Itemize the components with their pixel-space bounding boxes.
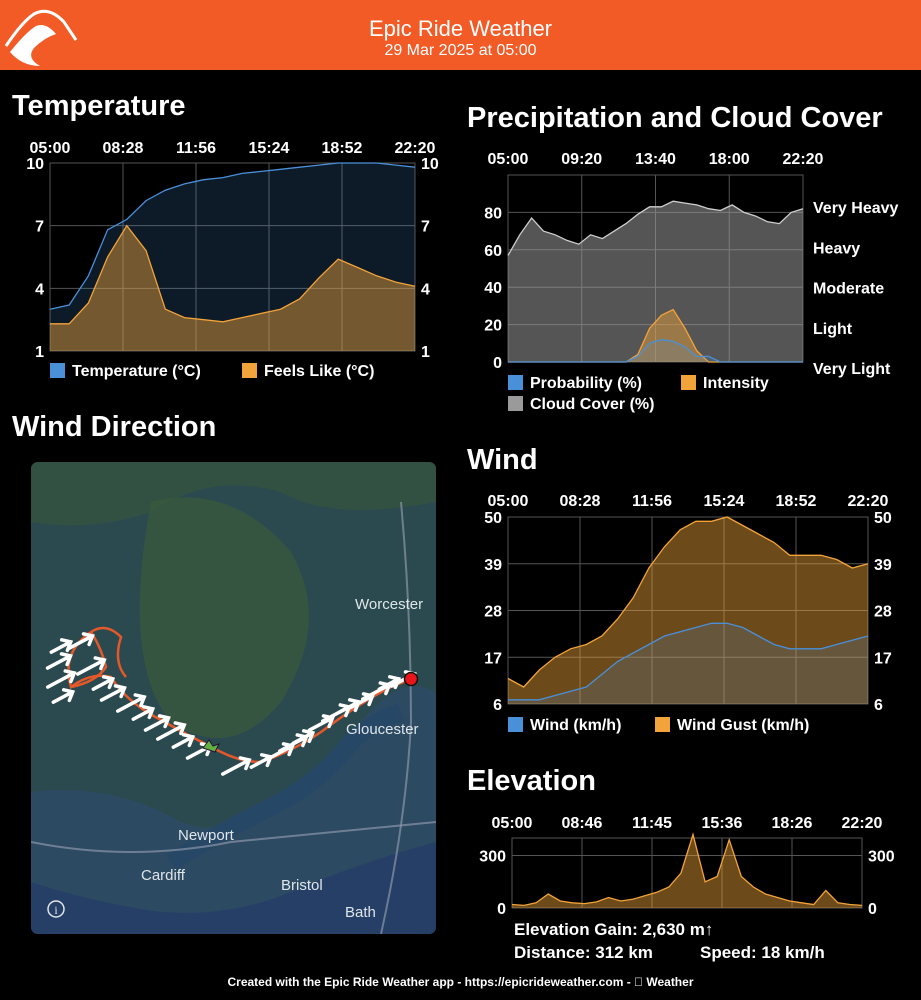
wind-x-tick: 15:24 (703, 493, 745, 510)
legend-probability: Probability (%) (530, 375, 643, 392)
map-label-gloucester: Gloucester (346, 721, 419, 738)
temperature-x-tick: 22:20 (394, 140, 436, 157)
wind-y-tick-right: 17 (874, 650, 892, 668)
wind-y-tick-right: 6 (874, 697, 883, 714)
wind-direction-heading: Wind Direction (12, 411, 217, 443)
elevation-x-tick: 05:00 (491, 815, 533, 832)
elevation-y-tick-right: 0 (868, 901, 877, 918)
elevation-series-area (512, 835, 862, 909)
legend-wind-gust: Wind Gust (km/h) (677, 717, 810, 734)
precipitation-x-tick: 13:40 (635, 151, 676, 168)
wind-y-tick: 28 (484, 603, 502, 621)
elevation-gain: Elevation Gain: 2,630 m↑ (514, 920, 714, 939)
precipitation-x-tick: 18:00 (708, 151, 750, 168)
precipitation-x-tick: 09:20 (561, 151, 603, 168)
map-label-cardiff: Cardiff (141, 867, 185, 884)
temperature-x-tick: 05:00 (29, 140, 71, 157)
temperature-y-tick-right: 10 (421, 156, 439, 173)
precipitation-intensity-label: Very Heavy (813, 200, 899, 217)
temperature-x-tick: 08:28 (102, 140, 144, 157)
legend-feels-like: Feels Like (°C) (264, 363, 375, 380)
temperature-y-tick-right: 1 (421, 344, 430, 361)
temperature-y-tick: 10 (26, 156, 44, 173)
precipitation-intensity-label: Light (813, 320, 853, 338)
app-subtitle: 29 Mar 2025 at 05:00 (384, 42, 537, 59)
precipitation-x-tick: 22:20 (782, 151, 824, 168)
precipitation-y-tick: 0 (493, 355, 502, 372)
elevation-x-tick: 11:45 (631, 815, 673, 832)
footer-credit: Created with the Epic Ride Weather app - https://epicrideweather.com - Weather (233, 975, 688, 989)
map-canvas (31, 462, 436, 934)
precipitation-intensity-label: Moderate (813, 280, 885, 298)
wind-direction-map[interactable] (31, 462, 436, 934)
wind-x-tick: 05:00 (487, 493, 529, 510)
legend-cloud-cover: Cloud Cover (%) (530, 396, 655, 413)
wind-y-tick: 17 (484, 650, 502, 668)
distance: Distance: 312 km (514, 943, 653, 962)
legend-intensity-swatch (681, 375, 696, 390)
legend-wind-gust-swatch (655, 717, 670, 732)
elevation-heading: Elevation (467, 765, 596, 797)
legend-cloud-cover-swatch (508, 396, 523, 411)
map-label-bath: Bath (345, 904, 376, 921)
precipitation-y-tick: 20 (484, 317, 502, 335)
temperature-y-tick-right: 4 (421, 281, 430, 299)
temperature-y-tick-right: 7 (421, 218, 430, 236)
temperature-x-tick: 11:56 (175, 140, 217, 157)
wind-y-tick: 6 (493, 697, 502, 714)
elevation-y-tick: 0 (497, 901, 506, 918)
precipitation-x-tick: 05:00 (487, 151, 529, 168)
svg-text:i: i (54, 903, 58, 917)
wind-x-tick: 18:52 (775, 493, 817, 510)
temperature-x-tick: 18:52 (321, 140, 363, 157)
legend-temperature: Temperature (°C) (72, 363, 201, 380)
legend-probability-swatch (508, 375, 523, 390)
speed: Speed: 18 km/h (700, 943, 825, 962)
elevation-x-tick: 22:20 (841, 815, 883, 832)
wind-x-tick: 08:28 (559, 493, 601, 510)
precipitation-y-tick: 40 (484, 280, 502, 298)
route-end-marker (405, 673, 418, 686)
map-label-bristol: Bristol (281, 877, 323, 894)
precipitation-intensity-label: Very Light (813, 361, 891, 378)
wind-y-tick: 39 (484, 556, 502, 574)
wind-x-tick: 11:56 (631, 493, 673, 510)
legend-wind: Wind (km/h) (530, 717, 622, 734)
legend-wind-swatch (508, 717, 523, 732)
legend-feels-like-swatch (242, 363, 257, 378)
temperature-heading: Temperature (12, 90, 186, 122)
wind-y-tick-right: 28 (874, 603, 892, 621)
elevation-y-tick-right: 300 (868, 848, 895, 866)
map-label-worcester: Worcester (355, 596, 424, 613)
wind-y-tick: 50 (484, 510, 502, 527)
temperature-y-tick: 1 (35, 344, 44, 361)
elevation-x-tick: 18:26 (771, 815, 813, 832)
wind-heading: Wind (467, 444, 538, 476)
wind-x-tick: 22:20 (847, 493, 889, 510)
precipitation-y-tick: 60 (484, 242, 502, 260)
temperature-x-tick: 15:24 (248, 140, 290, 157)
legend-intensity: Intensity (703, 375, 769, 392)
temperature-y-tick: 4 (35, 281, 44, 299)
wind-y-tick-right: 39 (874, 556, 892, 574)
precipitation-y-tick: 80 (484, 205, 502, 223)
elevation-x-tick: 15:36 (701, 815, 743, 832)
precipitation-heading: Precipitation and Cloud Cover (467, 102, 883, 134)
elevation-y-tick: 300 (479, 848, 506, 866)
map-label-newport: Newport (178, 827, 234, 844)
temperature-y-tick: 7 (35, 218, 44, 236)
app-title: Epic Ride Weather (368, 16, 552, 41)
precipitation-intensity-label: Heavy (813, 240, 861, 258)
legend-temperature-swatch (50, 363, 65, 378)
wind-y-tick-right: 50 (874, 510, 892, 527)
elevation-x-tick: 08:46 (561, 815, 603, 832)
